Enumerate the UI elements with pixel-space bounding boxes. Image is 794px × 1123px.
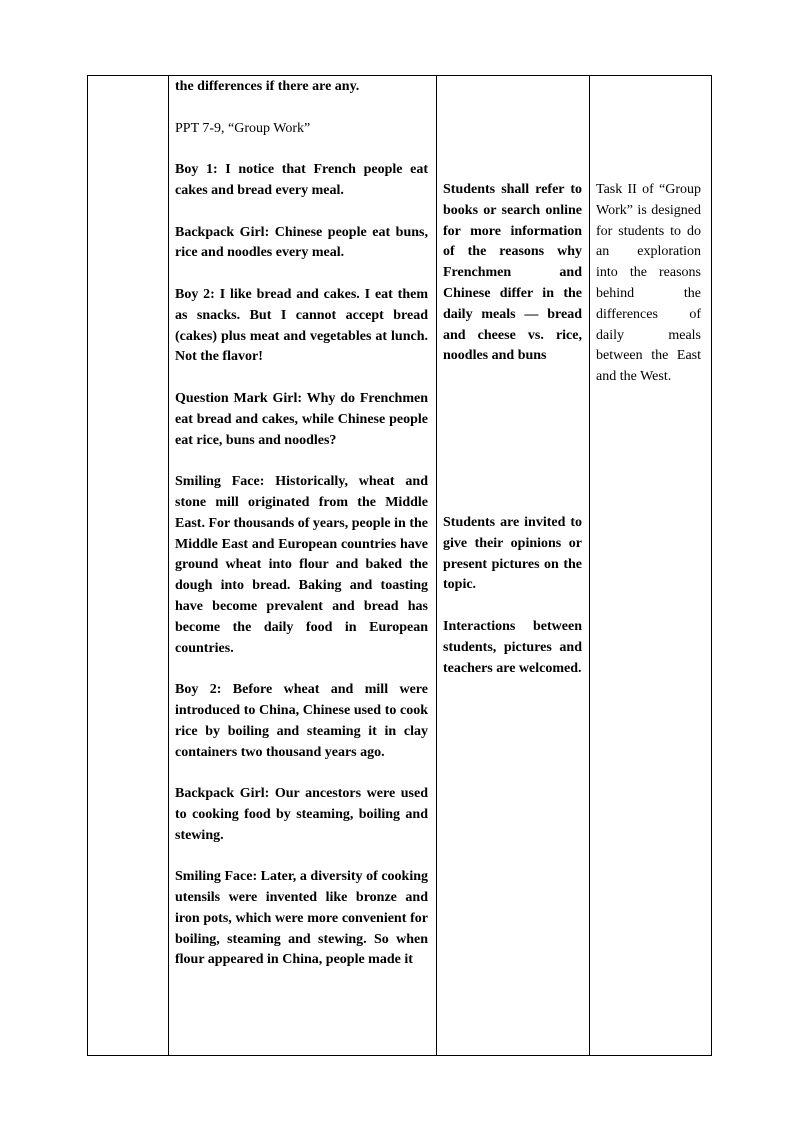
dialogue-line: Backpack Girl: Chinese people eat buns, rice and noodles every meal. — [175, 224, 428, 261]
student-activity-block — [443, 513, 582, 679]
dialogue-line: Boy 2: I like bread and cakes. I eat them as snacks. But I cannot accept bread (cakes) plus meat and vegetables at lunch. Not the flavor! — [175, 286, 428, 365]
design-intent-cell — [590, 76, 712, 1056]
student-activity-cell — [437, 76, 590, 1056]
student-activity-block — [443, 180, 582, 367]
teaching-procedure-cell — [169, 76, 437, 1056]
dialogue-line: Smiling Face: Later, a diversity of cooking utensils were invented like bronze and iron pots, which were more convenient for boiling, steaming and stewing. So when flour appeared in China, people made it — [175, 869, 428, 968]
lesson-plan-table — [87, 75, 712, 1056]
design-intent-text: Task II of “Group Work” is designed for students to do an exploration into the reasons behind the differences of daily meals between the East and the West. — [596, 182, 701, 385]
dialogue-line: Question Mark Girl: Why do Frenchmen eat bread and cakes, while Chinese people eat rice, buns and noodles? — [175, 390, 428, 448]
dialogue-line: the differences if there are any. — [175, 79, 360, 94]
stage-cell — [88, 76, 169, 1056]
design-intent-block — [596, 180, 701, 388]
dialogue-block — [175, 77, 428, 971]
student-activity-text: Students shall refer to books or search online for more information of the reasons why Frenchmen and Chinese differ in the daily meals — bread and cheese vs. rice, noodles and buns — [443, 182, 582, 364]
dialogue-line: Backpack Girl: Our ancestors were used to cooking food by steaming, boiling and stewing. — [175, 786, 428, 843]
dialogue-line: Smiling Face: Historically, wheat and stone mill originated from the Middle East. For thousands of years, people in the Middle East and European countries have ground wheat into flour and baked the dough into bread. Baking and toasting have become prevalent and bread has become the daily food in European countries. — [175, 474, 428, 656]
student-activity-text: Interactions between students, pictures and teachers are welcomed. — [443, 618, 582, 676]
dialogue-ppt-reference: PPT 7-9, “Group Work” — [175, 120, 311, 136]
table-row — [88, 76, 712, 1056]
student-activity-text: Students are invited to give their opinions or present pictures on the topic. — [443, 515, 582, 593]
dialogue-line: Boy 1: I notice that French people eat cakes and bread every meal. — [175, 162, 428, 198]
dialogue-line: Boy 2: Before wheat and mill were introduced to China, Chinese used to cook rice by boiling and steaming it in clay containers two thousand years ago. — [175, 682, 428, 760]
